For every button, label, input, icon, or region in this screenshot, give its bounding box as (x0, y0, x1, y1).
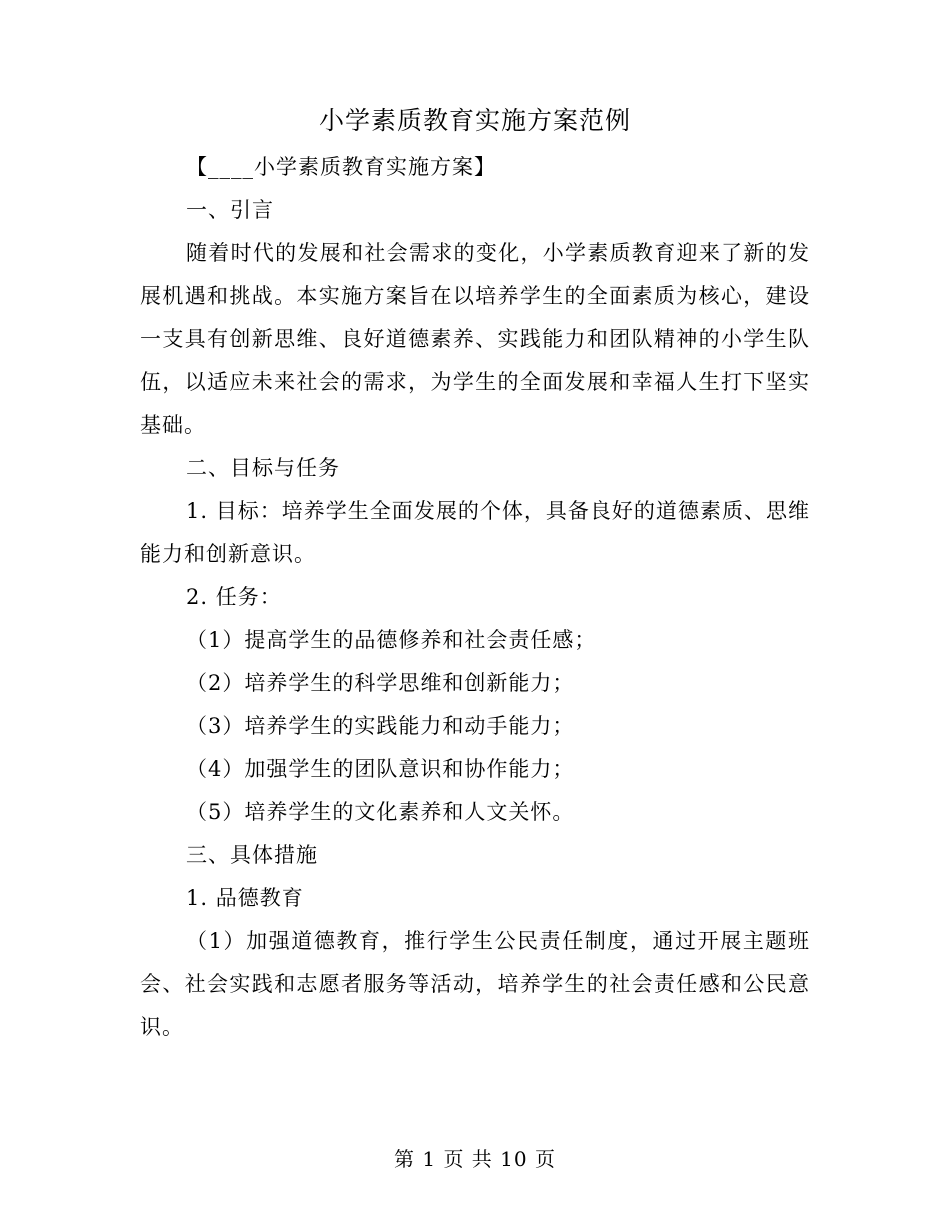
section-heading-goals: 二、目标与任务 (186, 456, 340, 480)
section-heading-intro: 一、引言 (186, 198, 274, 222)
document-title: 小学素质教育实施方案范例 (318, 106, 631, 135)
task-list-item: （5）培养学生的文化素养和人文关怀。 (186, 800, 575, 824)
task-list-item: （3）培养学生的实践能力和动手能力； (186, 714, 575, 738)
goal-item: 1. 目标：培养学生全面发展的个体，具备良好的道德素质、思维能力和创新意识。 (140, 499, 810, 566)
intro-paragraph: 随着时代的发展和社会需求的变化，小学素质教育迎来了新的发展机遇和挑战。本实施方案旨在以培养学生的全面素质为核心，建设一支具有创新思维、良好道德素养、实践能力和团队精神的小学生队伍，以适应未来社会的需求，为学生的全面发展和幸福人生打下坚实基础。 (140, 241, 810, 437)
section-heading-measures: 三、具体措施 (186, 843, 318, 867)
page-footer: 第 1 页 共 10 页 (394, 1147, 556, 1171)
task-list-item: （4）加强学生的团队意识和协作能力； (186, 757, 575, 781)
document-body (140, 146, 810, 1049)
moral-item: 1. 品德教育 (186, 886, 304, 910)
tasks-item: 2. 任务： (186, 585, 282, 609)
task-list-item: （1）提高学生的品德修养和社会责任感； (186, 628, 597, 652)
document-subtitle: 【____小学素质教育实施方案】 (186, 155, 496, 179)
moral-paragraph: （1）加强道德教育，推行学生公民责任制度，通过开展主题班会、社会实践和志愿者服务等活动，培养学生的社会责任感和公民意识。 (140, 929, 810, 1039)
task-list-item: （2）培养学生的科学思维和创新能力； (186, 671, 575, 695)
